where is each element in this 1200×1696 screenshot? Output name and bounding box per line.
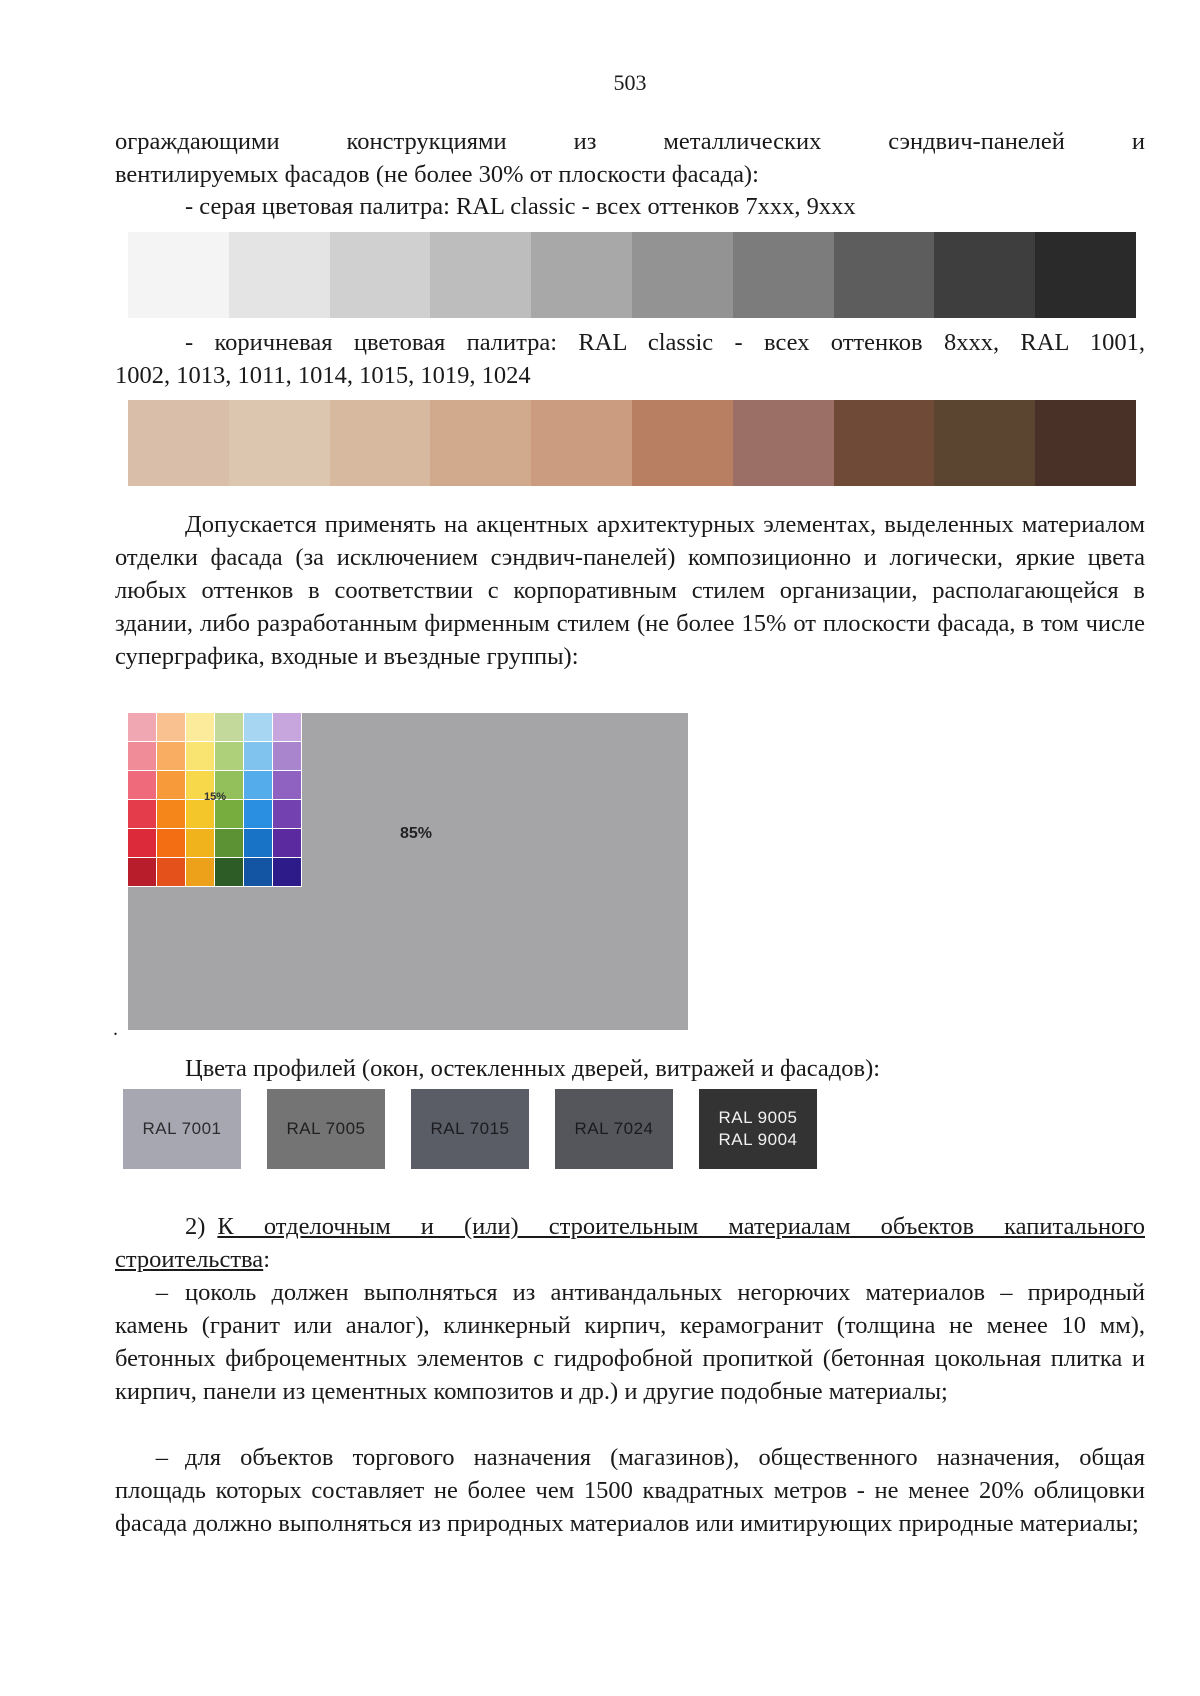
accent-color-cell [244, 800, 272, 828]
accent-color-cell [215, 829, 243, 857]
bullet-item-trade-objects [115, 1441, 1145, 1540]
accent-color-cell [273, 858, 301, 886]
gray-swatch [632, 232, 733, 318]
intro-word: ограждающими [115, 128, 280, 155]
profile-swatch-ral-7005 [267, 1089, 385, 1169]
section-heading-line-1: К отделочным и (или) строительным материалам объектов капитального [217, 1213, 1145, 1240]
accent-color-cell [157, 771, 185, 799]
section-2-heading [115, 1210, 1145, 1276]
gray-swatch [128, 232, 229, 318]
brown-swatch [1035, 400, 1136, 486]
accent-color-cell [128, 858, 156, 886]
brown-swatch [733, 400, 834, 486]
section-heading-colon: : [263, 1246, 270, 1273]
brown-palette-strip [128, 400, 1136, 486]
brown-swatch [934, 400, 1035, 486]
accent-color-cell [186, 713, 214, 741]
brown-swatch [128, 400, 229, 486]
brown-swatch [531, 400, 632, 486]
profile-swatch-ral-7024 [555, 1089, 673, 1169]
gray-swatch [934, 232, 1035, 318]
accent-color-cell [186, 800, 214, 828]
brown-swatch [834, 400, 935, 486]
accent-color-cell [244, 858, 272, 886]
accent-color-cell [244, 829, 272, 857]
accent-color-cell [273, 742, 301, 770]
intro-word: из [573, 128, 597, 155]
gray-palette-strip [128, 232, 1136, 318]
profile-label: RAL 9005 [718, 1108, 798, 1127]
intro-line-2: вентилируемых фасадов (не более 30% от плоскости фасада): [115, 161, 759, 188]
accent-color-cell [273, 800, 301, 828]
profile-label: RAL 7024 [574, 1119, 654, 1138]
accent-color-cell [215, 800, 243, 828]
accent-color-cell [128, 829, 156, 857]
page-number: 503 [613, 70, 647, 95]
profile-label: RAL 7015 [430, 1119, 510, 1138]
profile-label: RAL 7001 [142, 1119, 222, 1138]
accent-color-cell [128, 800, 156, 828]
accent-color-cell [244, 771, 272, 799]
accent-color-cell [128, 771, 156, 799]
intro-word: и [1131, 128, 1145, 155]
section-number: 2) [185, 1213, 206, 1240]
accent-color-cell [273, 771, 301, 799]
intro-word: металлических [663, 128, 822, 155]
accent-color-cell [186, 742, 214, 770]
brown-palette-caption-line-1: - коричневая цветовая палитра: RAL classic - всех оттенков 8ххх, RAL 1001, [185, 329, 1145, 356]
gray-palette-caption: - серая цветовая палитра: RAL classic - всех оттенков 7ххх, 9ххх [185, 193, 856, 220]
intro-line-1 [115, 128, 1145, 156]
accent-color-cell [215, 742, 243, 770]
bullet-dash: – [155, 1279, 168, 1306]
brown-swatch [229, 400, 330, 486]
gray-swatch [1035, 232, 1136, 318]
accent-color-cell [128, 713, 156, 741]
gray-swatch [733, 232, 834, 318]
bullet-text: цоколь должен выполняться из антивандальных негорючих материалов – природный камень (гранит или аналог), клинкерный кирпич, керамогранит (толщина не менее 10 мм), бетонных фиброцементных элементов с гидрофобной пропиткой (бетонная цокольная плитка и кирпич, панели из цементных композитов и др.) и другие подобные материалы; [115, 1279, 1145, 1405]
profile-swatch-ral-9005-9004 [699, 1089, 817, 1169]
bullet-text: для объектов торгового назначения (магазинов), общественного назначения, общая площадь которых составляет не более чем 1500 квадратных метров - не менее 20% облицовки фасада должно выполняться из природных материалов или имитирующих природные материалы; [115, 1444, 1145, 1537]
gray-swatch [229, 232, 330, 318]
intro-word: конструкциями [346, 128, 507, 155]
accent-color-cell [215, 858, 243, 886]
base-share-label: 85% [400, 825, 433, 842]
profile-label: RAL 7005 [286, 1119, 366, 1138]
accent-color-cell [157, 858, 185, 886]
stray-dot: . [113, 1018, 118, 1040]
accent-color-cell [244, 713, 272, 741]
accent-color-cell [157, 800, 185, 828]
accent-color-cell [157, 742, 185, 770]
accent-color-cell [186, 829, 214, 857]
brown-palette-caption-line-2: 1002, 1013, 1011, 1014, 1015, 1019, 1024 [115, 362, 531, 389]
accent-color-cell [273, 713, 301, 741]
section-heading-line-2: строительства [115, 1246, 264, 1273]
accent-color-cell [186, 858, 214, 886]
gray-swatch [330, 232, 431, 318]
gray-swatch [531, 232, 632, 318]
accent-color-cell [244, 742, 272, 770]
profile-swatch-ral-7015 [411, 1089, 529, 1169]
brown-swatch [430, 400, 531, 486]
profile-label-secondary: RAL 9004 [718, 1130, 798, 1149]
accent-color-cell [157, 713, 185, 741]
bullet-item-plinth [115, 1276, 1145, 1408]
accent-color-cell [128, 742, 156, 770]
profiles-caption: Цвета профилей (окон, остекленных дверей, витражей и фасадов): [185, 1055, 881, 1082]
accent-color-cell [157, 829, 185, 857]
accent-share-label: 15% [204, 791, 227, 803]
intro-word: сэндвич-панелей [888, 128, 1065, 155]
brown-palette-caption [115, 326, 1145, 392]
accent-paragraph: Допускается применять на акцентных архитектурных элементах, выделенных материалом отделки фасада (за исключением сэндвич-панелей) композиционно и логически, яркие цвета любых оттенков в соответствии с корпоративным стилем организации, располагающейся в здании, либо разработанным фирменным стилем (не более 15% от плоскости фасада, в том числе суперграфика, входные и въездные группы): [115, 511, 1145, 670]
accent-color-cell [273, 829, 301, 857]
bullet-dash: – [155, 1444, 168, 1471]
brown-swatch [632, 400, 733, 486]
accent-area-diagram [128, 713, 688, 1030]
brown-swatch [330, 400, 431, 486]
gray-swatch [430, 232, 531, 318]
profile-swatch-ral-7001 [123, 1089, 241, 1169]
accent-color-cell [215, 713, 243, 741]
gray-swatch [834, 232, 935, 318]
